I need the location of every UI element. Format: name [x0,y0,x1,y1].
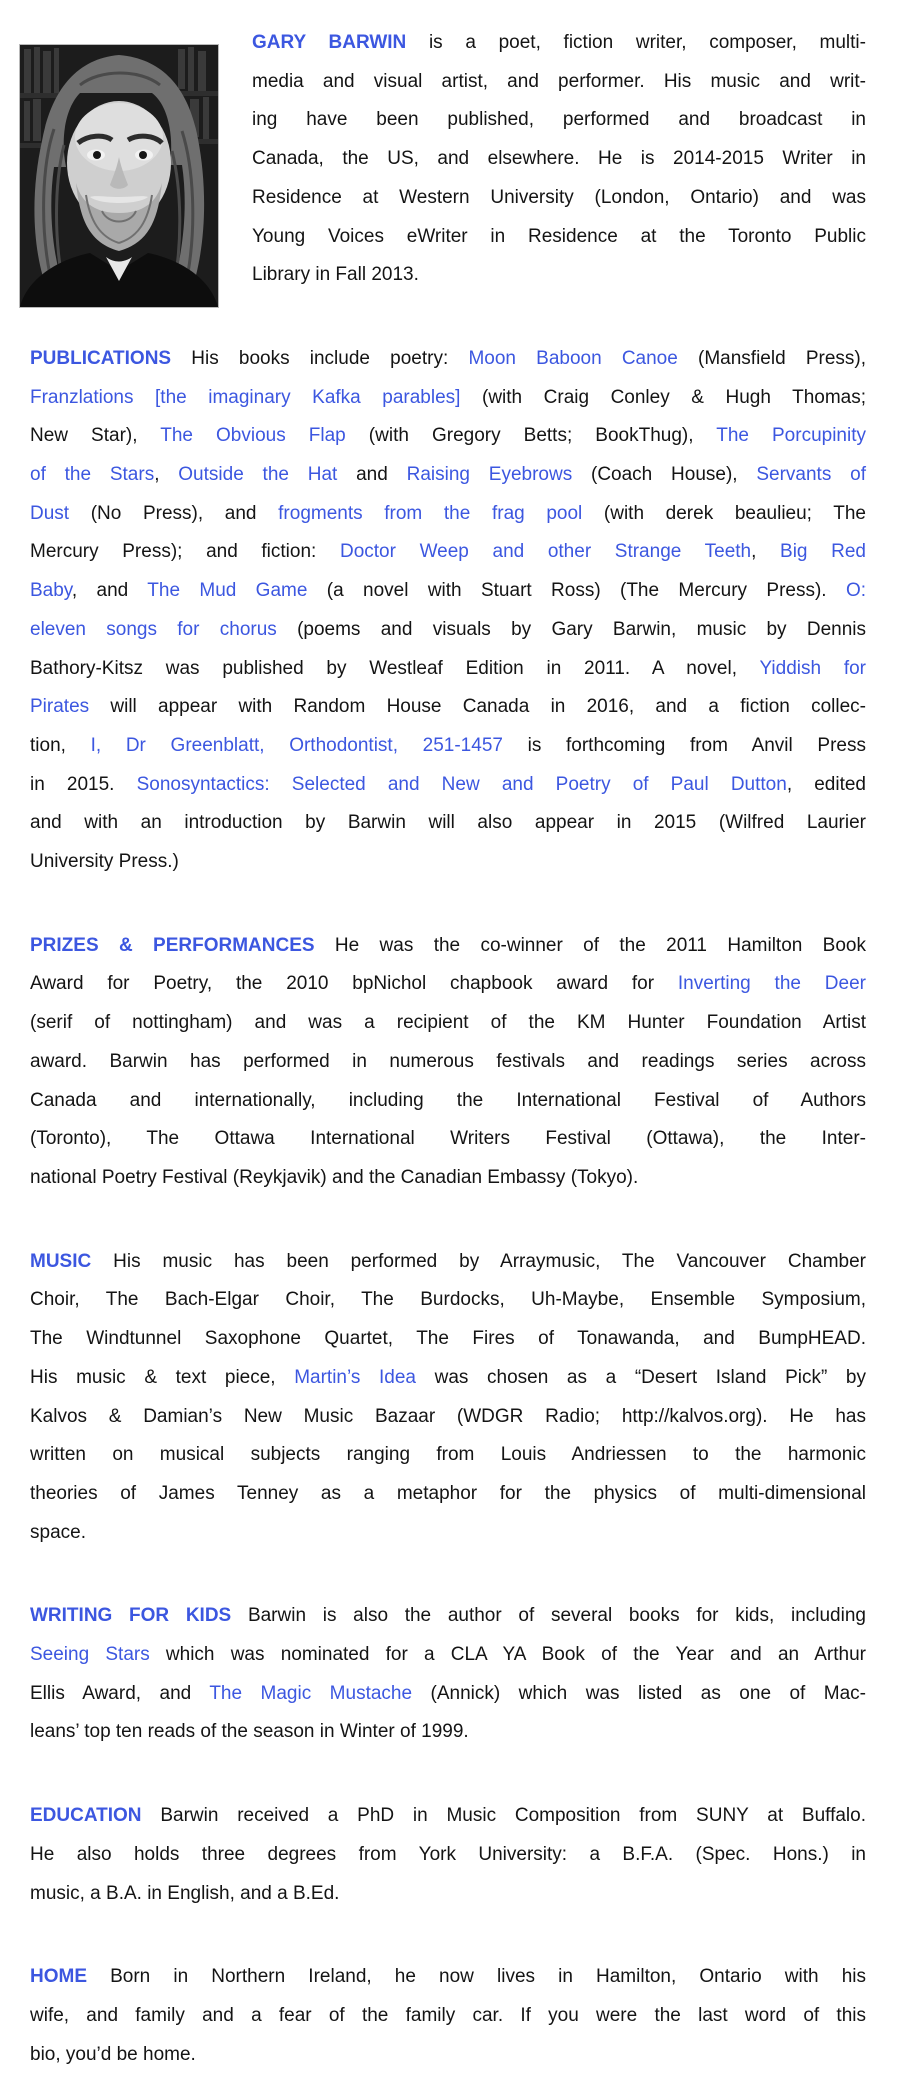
text-run: University Press.) [30,851,179,873]
text-run: award. Barwin has performed in numerous festivals and readings series across [30,1050,866,1072]
text-line [30,1475,866,1514]
paragraph-home [30,1958,866,2074]
text-line [30,843,866,882]
book-title-link[interactable]: Baby [30,580,72,602]
section-heading: HOME [30,1966,87,1988]
text-run: Library in Fall 2013. [252,264,419,286]
text-run: , and [71,580,148,602]
text-line [30,533,866,572]
text-line [30,1836,866,1875]
section-heading: PUBLICATIONS [30,347,172,369]
book-title-link[interactable]: Franzlations [the imaginary Kafka parables] [30,386,461,408]
text-line [30,927,866,966]
book-title-link[interactable]: The Magic Mustache [209,1682,413,1704]
text-run: (Annick) which was listed as one of Mac- [412,1682,866,1704]
text-line [30,1997,866,2036]
text-run: (Mansfield Press), [677,347,867,369]
text-line [30,1675,866,1714]
text-run: wife, and family and a fear of the family car. If you were the last word of this [30,2004,866,2026]
text-line [30,1359,866,1398]
book-title-link[interactable]: Dust [30,502,70,524]
text-run: national Poetry Festival (Reykjavik) and the Canadian Embassy (Tokyo). [30,1166,639,1188]
portrait-photo-graphic [20,45,218,307]
text-run: music, a B.A. in English, and a B.Ed. [30,1882,340,1904]
text-line [252,256,866,295]
book-title-link[interactable]: Moon Baboon Canoe [468,347,678,369]
text-run: space. [30,1521,86,1543]
book-title-link[interactable]: frogments from the frag pool [278,502,583,524]
book-title-link[interactable]: I, Dr Greenblatt, Orthodontist, 251-1457 [90,734,503,756]
section-heading: WRITING FOR KIDS [30,1605,232,1627]
section-heading: GARY BARWIN [252,32,407,53]
text-run: Born in Northern Ireland, he now lives in Hamilton, Ontario with his [87,1966,866,1988]
section-heading: EDUCATION [30,1805,142,1827]
text-run: (poems and visuals by Gary Barwin, music by Dennis [276,618,866,640]
text-line [30,650,866,689]
text-line [252,179,866,218]
book-title-link[interactable]: Big Red [780,541,866,563]
text-line [30,766,866,805]
book-title-link[interactable]: Raising Eyebrows [406,464,573,486]
text-run: His music has been performed by Arraymusic, The Vancouver Chamber [91,1250,866,1272]
text-line [30,1797,866,1836]
text-run: theories of James Tenney as a metaphor for the physics of multi-dimensional [30,1482,866,1504]
text-run: Barwin received a PhD in Music Composition from SUNY at Buffalo. [141,1805,866,1827]
book-title-link[interactable]: Pirates [30,696,90,718]
paragraph-prizes [30,927,866,1198]
text-run: His music & text piece, [30,1366,295,1388]
text-line [30,1597,866,1636]
text-line [30,1120,866,1159]
paragraph-intro [252,24,866,295]
text-run: will appear with Random House Canada in 2016, and a fiction collec- [89,696,866,718]
book-title-link[interactable]: Sonosyntactics: Selected and New and Poetry of Paul Dutton [136,773,787,795]
text-run: was chosen as a “Desert Island Pick” by [415,1366,866,1388]
text-run: Bathory-Kitsz was published by Westleaf Edition in 2011. A novel, [30,657,760,679]
text-run: Barwin is also the author of several books for kids, including [231,1605,866,1627]
text-run: Ellis Award, and [30,1682,210,1704]
paragraph-publications [30,340,866,882]
text-run: (serif of nottingham) and was a recipient of the KM Hunter Foundation Artist [30,1012,866,1034]
text-line [30,1159,866,1198]
text-run: , [751,541,781,563]
text-run: and [337,464,407,486]
paragraph-writing-for-kids [30,1597,866,1752]
section-heading: MUSIC [30,1250,92,1272]
text-line [30,965,866,1004]
book-title-link[interactable]: Martin’s Idea [294,1366,416,1388]
text-run: Residence at Western University (London, Ontario) and was [252,186,866,208]
section-heading: PRIZES & PERFORMANCES [30,934,315,956]
text-run: media and visual artist, and performer. His music and writ- [252,70,866,92]
text-run: , edited [786,773,866,795]
text-run: (Coach House), [572,464,757,486]
book-title-link[interactable]: Servants of [756,464,866,486]
text-line [30,688,866,727]
text-run: written on musical subjects ranging from Louis Andriessen to the harmonic [30,1444,866,1466]
text-line [30,611,866,650]
text-line [30,1043,866,1082]
text-line [252,140,866,179]
text-run: New Star), [30,425,161,447]
text-line [30,1281,866,1320]
text-run: He also holds three degrees from York University: a B.F.A. (Spec. Hons.) in [30,1843,866,1865]
text-run: Choir, The Bach-Elgar Choir, The Burdocks, Uh-Maybe, Ensemble Symposium, [30,1289,866,1311]
book-title-link[interactable]: Doctor Weep and other Strange Teeth [339,541,752,563]
text-run: is forthcoming from Anvil Press [502,734,866,756]
text-run: He was the co-winner of the 2011 Hamilton Book [314,934,866,956]
book-title-link[interactable]: Inverting the Deer [677,973,866,995]
text-line [30,572,866,611]
text-run: in 2015. [30,773,137,795]
text-run: Canada and internationally, including the International Festival of Authors [30,1089,866,1111]
book-title-link[interactable]: Seeing Stars [30,1644,150,1666]
text-run: bio, you’d be home. [30,2043,196,2065]
text-line [30,1398,866,1437]
text-line [30,1514,866,1553]
text-line [30,379,866,418]
text-line [30,1875,866,1914]
text-line [30,1958,866,1997]
text-line [30,1636,866,1675]
text-run: (with Gregory Betts; BookThug), [345,425,717,447]
portrait-photo [20,45,218,307]
text-run: The Windtunnel Saxophone Quartet, The Fires of Tonawanda, and BumpHEAD. [30,1328,866,1350]
text-line [30,1243,866,1282]
book-title-link[interactable]: of the Stars [30,464,155,486]
text-line [30,804,866,843]
text-run: , [154,464,179,486]
book-title-link[interactable]: Outside the Hat [178,464,338,486]
book-title-link[interactable]: The Obvious Flap [160,425,346,447]
text-run: leans’ top ten reads of the season in Winter of 1999. [30,1721,469,1743]
text-line [30,1713,866,1752]
text-run: (with Craig Conley & Hugh Thomas; [460,386,866,408]
text-line [30,1004,866,1043]
text-line [30,495,866,534]
text-run: and with an introduction by Barwin will also appear in 2015 (Wilfred Laurier [30,812,866,834]
text-run: tion, [30,734,91,756]
text-run: ing have been published, performed and broadcast in [252,109,866,131]
text-run: His books include poetry: [171,347,469,369]
text-run: (with derek beaulieu; The [582,502,866,524]
text-run: is a poet, fiction writer, composer, multi- [406,32,866,53]
text-run: (a novel with Stuart Ross) (The Mercury Press). [307,580,846,602]
text-run: (No Press), and [69,502,279,524]
text-line [252,101,866,140]
text-line [252,218,866,257]
text-line [30,727,866,766]
text-run: Young Voices eWriter in Residence at the Toronto Public [252,225,866,247]
book-title-link[interactable]: eleven songs for chorus [30,618,277,640]
book-title-link[interactable]: The Porcupinity [716,425,866,447]
text-line [252,24,866,63]
paragraph-music [30,1243,866,1553]
text-run: which was nominated for a CLA YA Book of the Year and an Arthur [149,1644,866,1666]
text-run: Mercury Press); and fiction: [30,541,340,563]
text-line [30,340,866,379]
text-run: Canada, the US, and elsewhere. He is 2014-2015 Writer in [252,148,866,170]
paragraph-education [30,1797,866,1913]
text-line [30,2036,866,2075]
text-run: Award for Poetry, the 2010 bpNichol chapbook award for [30,973,678,995]
book-title-link[interactable]: The Mud Game [147,580,308,602]
text-line [30,1436,866,1475]
text-line [30,456,866,495]
book-title-link[interactable]: Yiddish for [759,657,866,679]
text-run: (Toronto), The Ottawa International Writers Festival (Ottawa), the Inter- [30,1128,866,1150]
text-line [252,63,866,102]
text-run: Kalvos & Damian’s New Music Bazaar (WDGR Radio; http://kalvos.org). He has [30,1405,866,1427]
text-line [30,1320,866,1359]
book-title-link[interactable]: O: [845,580,866,602]
text-line [30,1082,866,1121]
text-line [30,417,866,456]
